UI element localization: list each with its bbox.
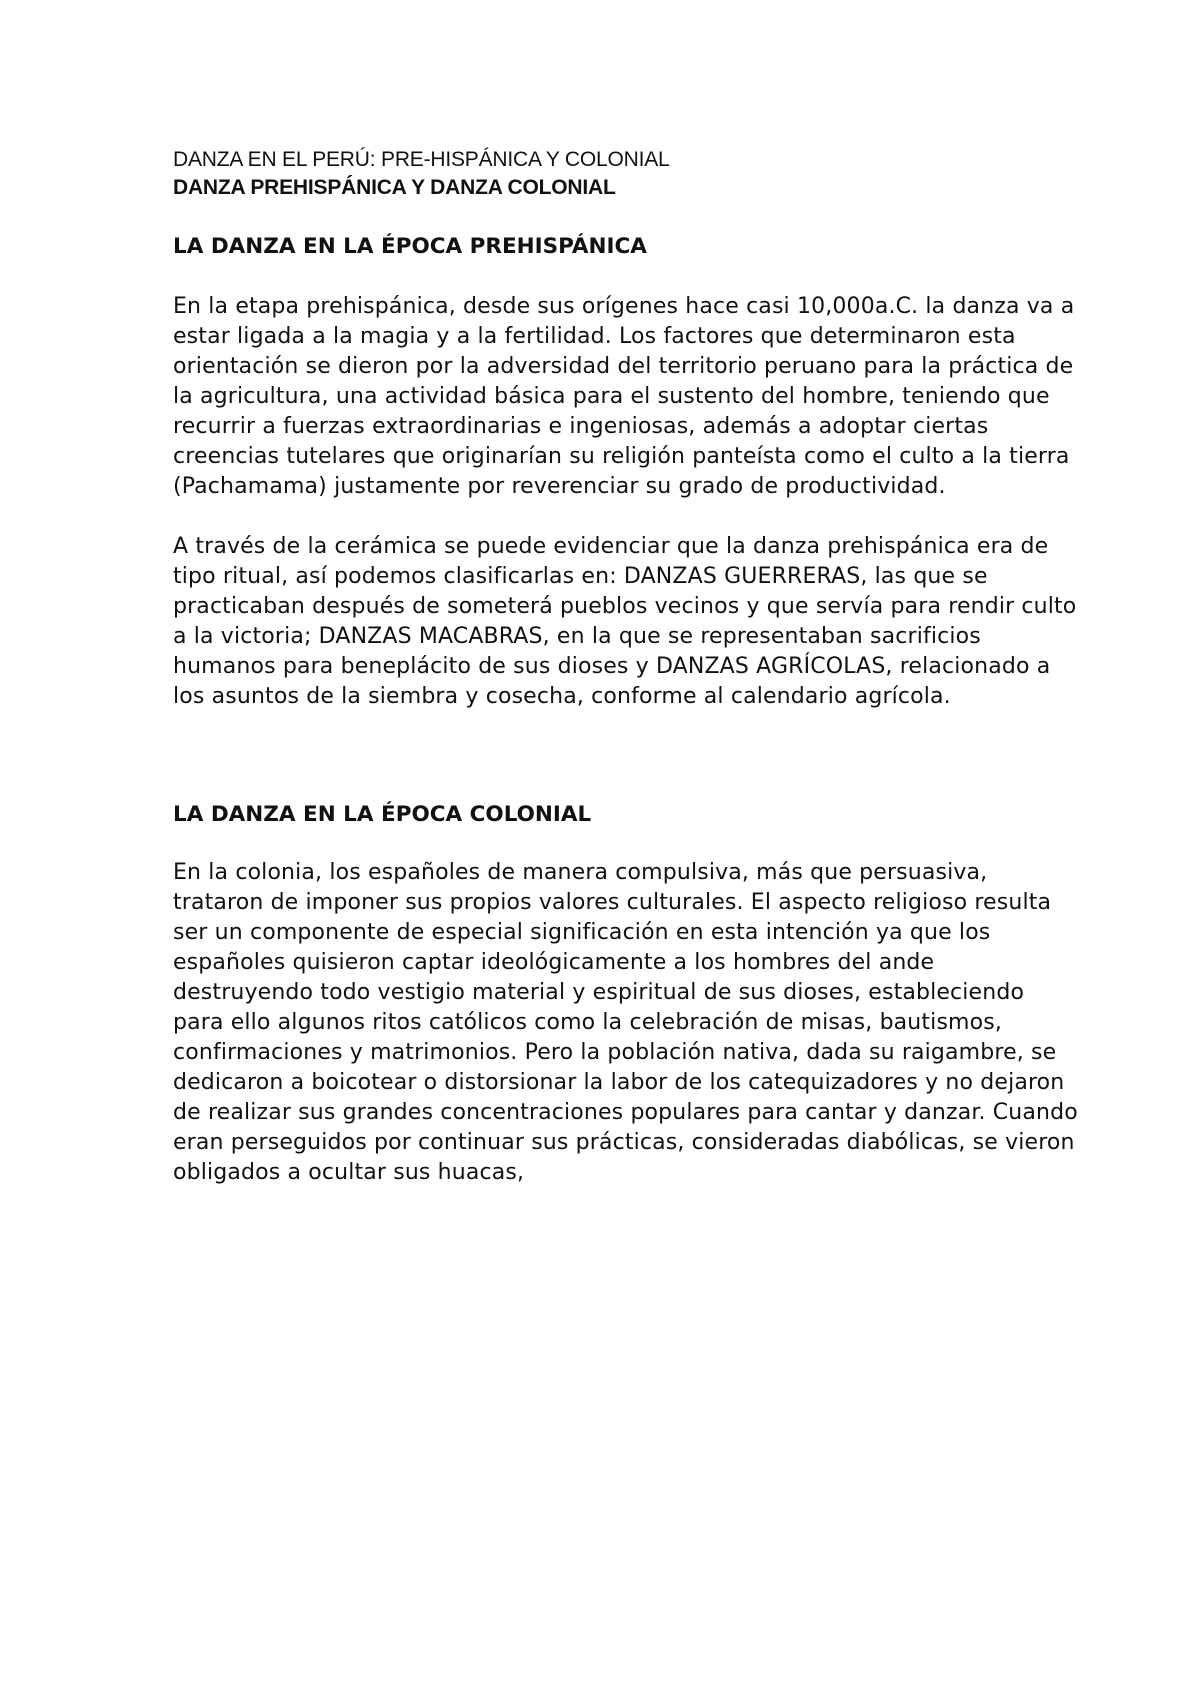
document-body xyxy=(173,146,1078,1188)
document-subtitle: DANZA PREHISPÁNICA Y DANZA COLONIAL xyxy=(173,176,616,199)
section-heading-prehispanic: LA DANZA EN LA ÉPOCA PREHISPÁNICA xyxy=(173,234,647,259)
paragraph-colonial: En la colonia, los españoles de manera compulsiva, más que persuasiva, trataron de imponer sus propios valores culturales. El aspecto religioso resulta ser un componente de especial significación en esta intención ya que los españoles quisieron captar ideológicamente a los hombres del ande destruyendo todo vestigio material y espiritual de sus dioses, estableciendo para ello algunos ritos católicos como la celebración de misas, bautismos, confirmaciones y matrimonios. Pero la población nativa, dada su raigambre, se dedicaron a boicotear o distorsionar la labor de los catequizadores y no dejaron de realizar sus grandes concentraciones populares para cantar y danzar. Cuando eran perseguidos por continuar sus prácticas, consideradas diabólicas, se vieron obligados a ocultar sus huacas, xyxy=(173,860,1078,1185)
paragraph-prehispanic-origins: En la etapa prehispánica, desde sus orígenes hace casi 10,000a.C. la danza va a estar ligada a la magia y a la fertilidad. Los factores que determinaron esta orientación se dieron por la adversidad del territorio peruano para la práctica de la agricultura, una actividad básica para el sustento del hombre, teniendo que recurrir a fuerzas extraordinarias e ingeniosas, además a adoptar ciertas creencias tutelares que originarían su religión panteísta como el culto a la tierra (Pachamama) justamente por reverenciar su grado de productividad. xyxy=(173,294,1075,499)
document-kicker: DANZA EN EL PERÚ: PRE-HISPÁNICA Y COLONIAL xyxy=(173,148,670,171)
paragraph-prehispanic-ceramics: A través de la cerámica se puede evidenciar que la danza prehispánica era de tipo ritual, así podemos clasificarlas en: DANZAS GUERRERAS, las que se practicaban después de someterá pueblos vecinos y que servía para rendir culto a la victoria; DANZAS MACABRAS, en la que se representaban sacrificios humanos para beneplácito de sus dioses y DANZAS AGRÍCOLAS, relacionado a los asuntos de la siembra y cosecha, conforme al calendario agrícola. xyxy=(173,534,1077,709)
section-heading-colonial: LA DANZA EN LA ÉPOCA COLONIAL xyxy=(173,802,592,827)
